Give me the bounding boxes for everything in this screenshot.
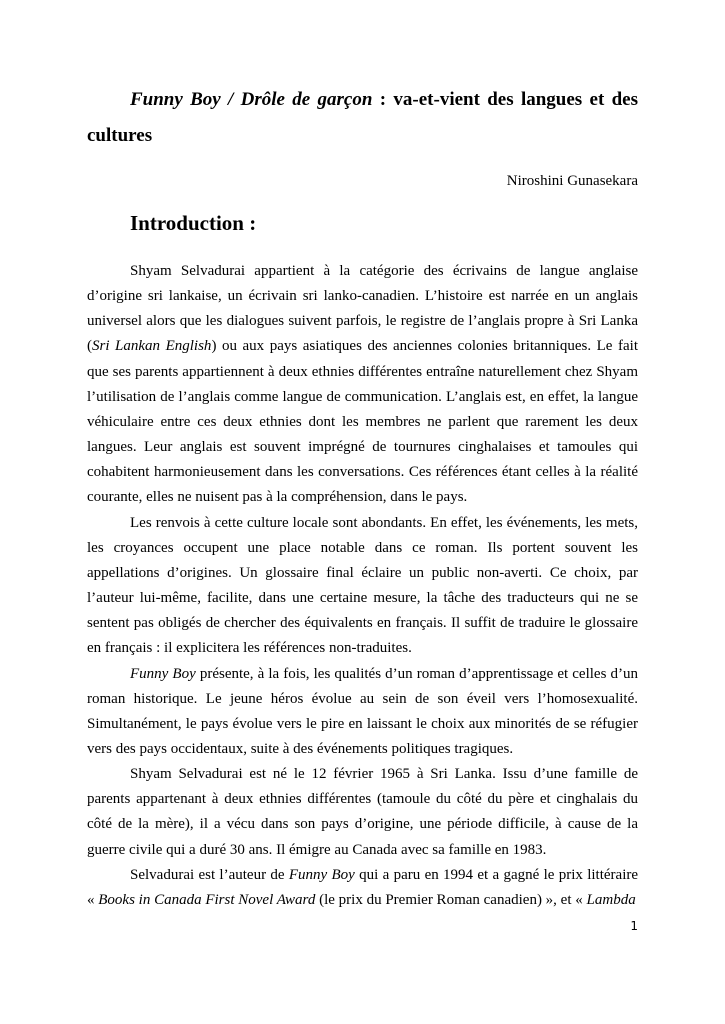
text-run: (le prix du Premier Roman canadien) », et « [315, 891, 587, 908]
text-run: ) ou aux pays asiatiques des anciennes colonies britanniques. Le fait que ses parents appartiennent à deux ethnies différentes entraîne naturellement chez Shyam l’utilisation de l’anglais comme langue de communication. L’anglais est, en effet, la langue véhiculaire entre ces deux ethnies dont les membres ne parlent que rarement les deux langues. Leur anglais est souvent imprégné de tournures cinghalaises et tamoules qui cohabitent harmonieusement dans les conversations. Ces références étant celles à la réalité courante, elles ne nuisent pas à la compréhension, dans le pays. [87, 338, 638, 506]
paragraph [87, 259, 638, 511]
text-run: qui a paru en 1994 et a gagné le prix littéraire « [87, 866, 639, 908]
italic-text: Books in Canada First Novel Award [98, 891, 316, 908]
italic-text: Funny Boy [288, 866, 355, 883]
page-number: 1 [630, 919, 638, 933]
text-run: Les renvois à cette culture locale sont abondants. En effet, les événements, les mets, les croyances occupent une place notable dans ce roman. Ils portent souvent les appellations d’origines. Un glossaire final éclaire un public non-averti. Ce choix, par l’auteur lui-même, facilite, dans une certaine mesure, la tâche des traducteurs qui ne se sentent pas obligés de chercher des équivalents en français. Il suffit de traduire le glossaire en français : il explicitera les références non-traduites. [87, 514, 638, 657]
paragraph [87, 511, 638, 662]
text-run: Shyam Selvadurai appartient à la catégorie des écrivains de langue anglaise d’origine sri lankaise, un écrivain sri lanko-canadien. L’histoire est narrée en un anglais universel alors que les dialogues suivent parfois, le registre de l’anglais propre à Sri Lanka ( [87, 263, 638, 355]
section-heading-text: Introduction [130, 211, 244, 235]
body-text [87, 259, 638, 913]
author-name: Niroshini Gunasekara [506, 173, 638, 189]
paragraph [87, 662, 638, 763]
paragraph [87, 863, 638, 913]
text-run: Shyam Selvadurai est né le 12 février 1965 à Sri Lanka. Issu d’une famille de parents appartenant à deux ethnies différentes (tamoule du côté du père et cinghalais du côté de la mère), il a vécu dans son pays d’origine, une période difficile, à cause de la guerre civile qui a duré 30 ans. Il émigre au Canada avec sa famille en 1983. [87, 766, 638, 858]
italic-text: Lambda [586, 891, 636, 908]
paper-title [87, 82, 638, 154]
paragraph [87, 762, 638, 863]
text-run: présente, à la fois, les qualités d’un roman d’apprentissage et celles d’un roman historique. Le jeune héros évolue au sein de son éveil vers l’homosexualité. Simultanément, le pays évolue vers le pire en laissant le choix aux minorités de se réfugier vers des pays occidentaux, suite à des événements politiques tragiques. [87, 665, 639, 757]
title-rest: : va-et-vient des langues et des cultures [87, 89, 638, 146]
title-italic: Funny Boy / Drôle de garçon [130, 89, 373, 110]
italic-text: Funny Boy [130, 665, 196, 682]
italic-text: Sri Lankan English [92, 338, 212, 355]
section-heading-suffix: : [243, 211, 257, 235]
section-heading-introduction [130, 209, 256, 237]
text-run: Selvadurai est l’auteur de [130, 866, 289, 883]
